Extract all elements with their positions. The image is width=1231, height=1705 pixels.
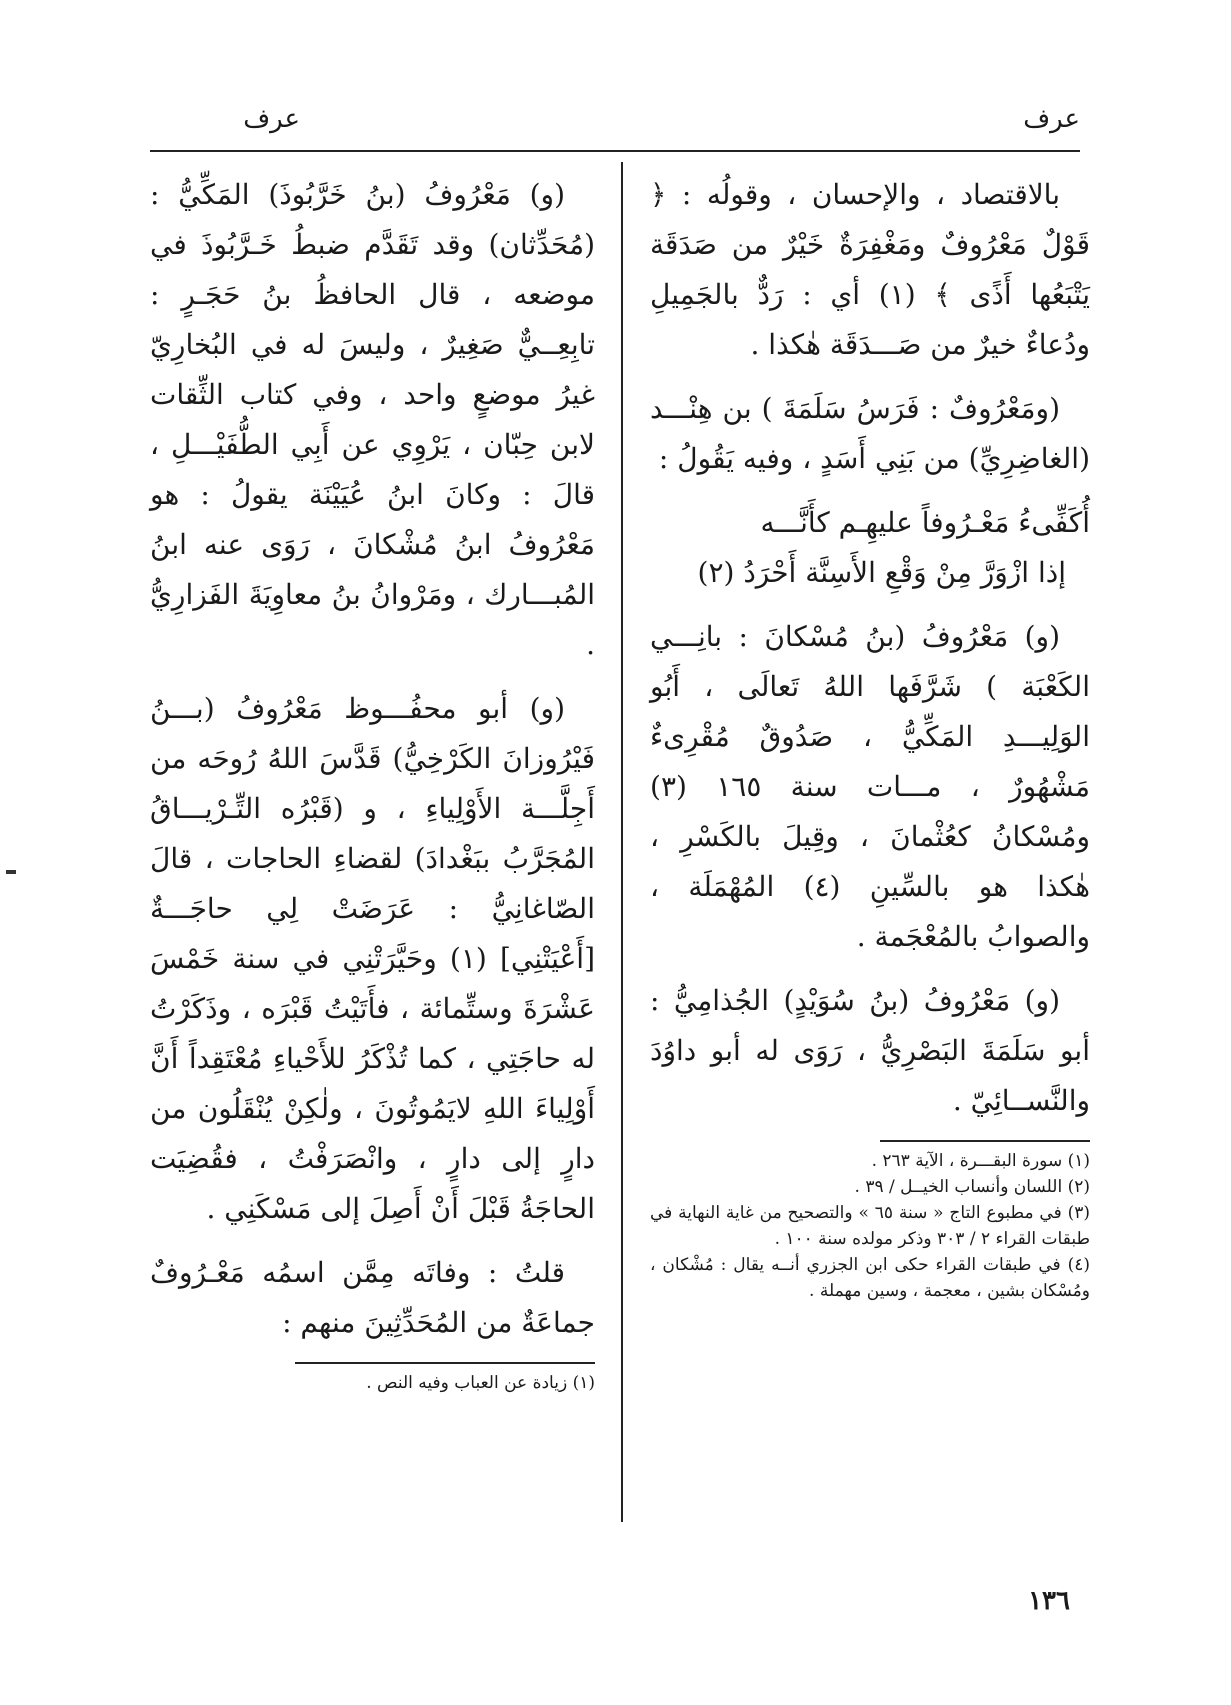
paragraph: (و) مَعْرُوفُ (بنُ مُسْكانَ : بانِـــي الكَعْبَة ) شَرَّفَها اللهُ تَعالَى ، أَبُو الوَلِيـــدِ المَكِّيُّ ، صَدُوقٌ مُقْرِىءٌ مَشْهُورٌ ، مـــات سنة ١٦٥ (٣) ومُسْكانُ كعُثْمانَ ، وقِيلَ بالكَسْرِ ، هٰكذا هو بالسِّينِ (٤) المُهْمَلَة ، والصوابُ بالمُعْجَمة .: [650, 620, 1090, 953]
footnote: (٢) اللسان وأنساب الخيــل / ٣٩ .: [854, 1177, 1090, 1197]
verse-line: أُكَفِّىءُ مَعْـرُوفاً عليهِـم كأَنَّـــه: [760, 506, 1090, 539]
paragraph: (ومَعْرُوفٌ : فَرَسُ سَلَمَةَ ) بن هِنْـــد (الغاضِرِيِّ) من بَنِي أَسَدٍ ، وفيه يَقُولُ :: [650, 392, 1090, 475]
footnote: (١) سورة البقـــرة ، الآية ٢٦٣ .: [871, 1151, 1090, 1171]
footnote-rule: [880, 1140, 1090, 1142]
header-right-word: عرف: [1023, 104, 1080, 134]
footnote: (١) زيادة عن العباب وفيه النص .: [366, 1373, 595, 1393]
margin-mark: [6, 870, 16, 874]
paragraph: (و) أبو محفُـــوظ مَعْرُوفُ (بـــنُ فَيْرُوزانَ الكَرْخِيُّ) قَدَّسَ اللهُ رُوحَه من أَجِلَّـــة الأَوْلِياءِ ، و (قَبْرُه التِّـرْيـــاقُ المُجَرَّبُ ببَغْدادَ) لقضاءِ الحاجات ، قالَ الصّاغانِيُّ : عَرَضَتْ لِي حاجَـــةٌ [أَعْيَتْنِي] (١) وحَيَّرَتْنِي في سنة خَمْسَ عَشْرَةَ وستِّمائة ، فأَتَيْتُ قَبْرَه ، وذَكَرْتُ له حاجَتِي ، كما تُذْكَرُ للأَحْياءِ مُعْتَقِداً أَنَّ أَوْلِياءَ اللهِ لايَمُوتُونَ ، ولٰكِنْ يُنْقَلُون من دارٍ إلى دارٍ ، وانْصَرَفْتُ ، فقُضِيَت الحاجَةُ قَبْلَ أَنْ أَصِلَ إلى مَسْكَنِي .: [150, 692, 596, 1225]
footnotes: [150, 1370, 595, 1396]
footnote: (٤) في طبقات القراء حكى ابن الجزري أنــه يقال : مُشْكان ، ومُسْكان بشين ، معجمة ، وسين مهملة .: [650, 1255, 1090, 1301]
verse-line: إذا ازْوَرَّ مِنْ وَقْعِ الأَسِنَّة أَحْرَدُ (٢): [697, 556, 1066, 589]
header-left-word: عرف: [243, 104, 300, 134]
footnote: (٣) في مطبوع التاج « سنة ٦٥ » والتصحيح من غاية النهاية في طبقات القراء ٢ / ٣٠٣ وذكر مولده سنة ١٠٠ .: [650, 1203, 1090, 1249]
paragraph: (و) مَعْرُوفُ (بنُ خَرَّبُوذَ) المَكِّيُّ : (مُحَدِّثان) وقد تَقَدَّم ضبطُ خَـرَّبُوذَ في موضعه ، قال الحافظُ بنُ حَجَـرٍ : تابِعِــيٌّ صَغِيرٌ ، وليسَ له في البُخارِيّ غيرُ موضعٍ واحد ، وفي كتاب الثِّقات لابن حِبّان ، يَرْوِي عن أَبِي الطُّفَيْـــلِ ، قالَ : وكانَ ابنُ عُيَيْنَة يقولُ : هو مَعْرُوفُ ابنُ مُشْكانَ ، رَوَى عنه ابنُ المُبـــارك ، ومَرْوانُ بنُ معاوِيَةَ الفَزارِيُّ .: [150, 178, 595, 661]
column-divider: [621, 162, 623, 1522]
paragraph: (و) مَعْرُوفُ (بنُ سُوَيْدٍ) الجُذامِيُّ : أبو سَلَمَةَ البَصْرِيُّ ، رَوَى له أبو داوُدَ والنَّســائِيّ .: [650, 984, 1090, 1117]
footnote-rule: [295, 1362, 595, 1364]
left-column: [150, 170, 595, 1396]
page-number: ١٣٦: [1028, 1586, 1070, 1616]
paragraph: قلتُ : وفاتَه مِمَّن اسمُه مَعْـرُوفٌ جماعَةٌ من المُحَدِّثِينَ منهم :: [150, 1256, 595, 1339]
right-column: [650, 170, 1090, 1304]
paragraph: بالاقتصاد ، والإحسان ، وقولُه : ﴿ قَوْلٌ مَعْرُوفٌ ومَغْفِرَةٌ خَيْرٌ من صَدَقَة يَتْبَعُها أَذًى ﴾ (١) أي : رَدٌّ بالجَمِيلِ ودُعاءٌ خيرٌ من صَـــدَقَة هٰكذا .: [650, 178, 1090, 361]
poem-verse: [650, 498, 1090, 598]
header-rule: [150, 150, 1080, 152]
footnotes: [650, 1148, 1090, 1304]
